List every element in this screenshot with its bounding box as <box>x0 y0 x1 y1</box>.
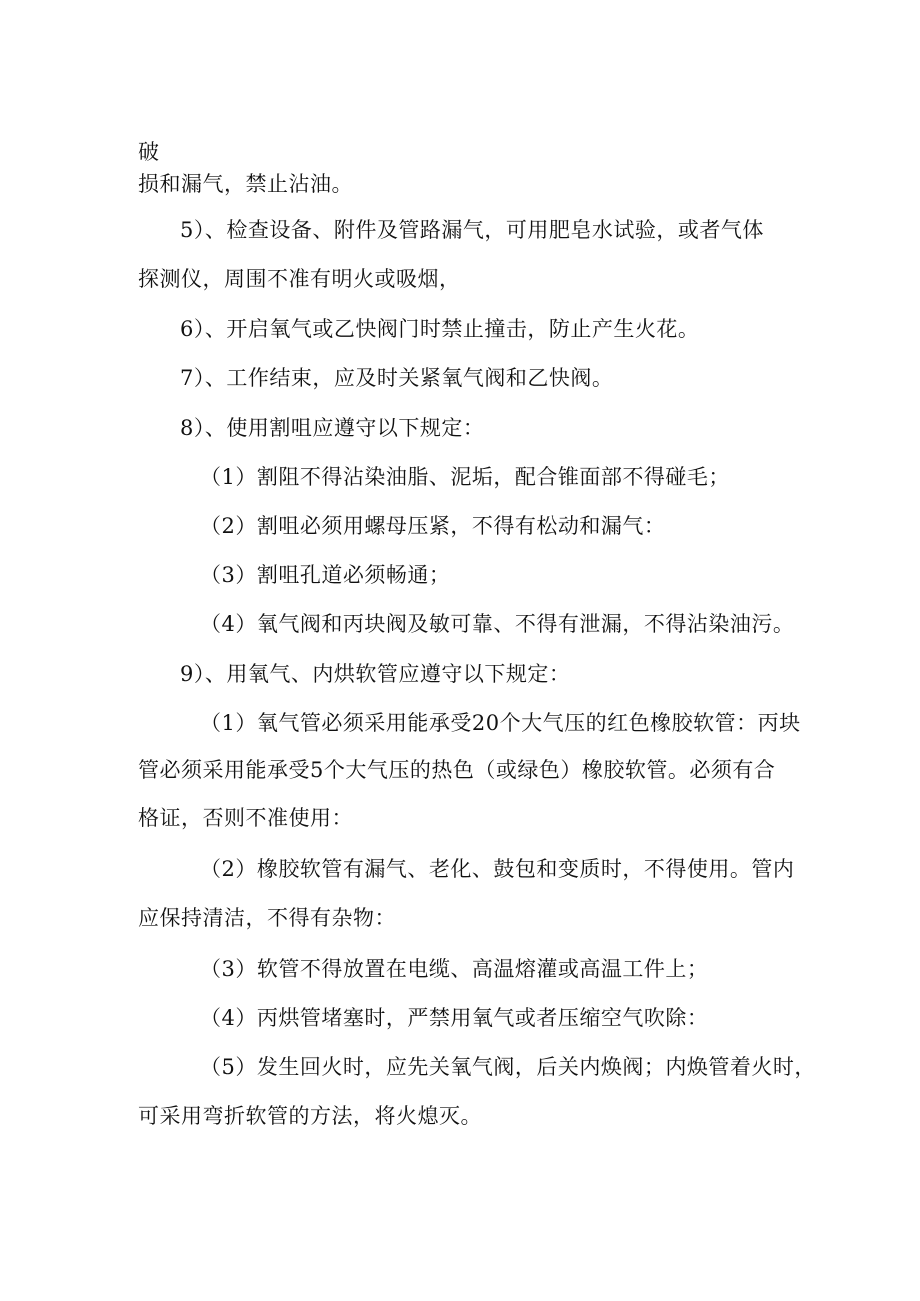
text-line: （1）氧气管必须采用能承受20个大气压的红色橡胶软管：丙块 <box>200 711 801 735</box>
text-line: 6）、开启氧气或乙快阀门时禁止撞击，防止产生火花。 <box>180 317 700 341</box>
text-line: 损和漏气，禁止沾油。 <box>138 172 353 196</box>
text-line: 探测仪，周围不准有明火或吸烟， <box>138 267 461 291</box>
text-line: 管必须采用能承受5个大气压的热色（或绿色）橡胶软管。必须有合 <box>138 758 776 782</box>
text-line: （5）发生回火时，应先关氧气阀，后关内焕阀；内焕管着火时， <box>200 1055 816 1079</box>
text-line: 应保持清洁，不得有杂物： <box>138 906 396 930</box>
text-line: 8）、使用割咀应遵守以下规定： <box>180 416 485 440</box>
text-line: 7）、工作结束，应及时关紧氧气阀和乙快阀。 <box>180 366 614 390</box>
text-line: 5）、检查设备、附件及管路漏气，可用肥皂水试验，或者气体 <box>180 218 764 242</box>
text-line: 破 <box>138 140 160 164</box>
text-line: 可采用弯折软管的方法，将火熄灭。 <box>138 1104 482 1128</box>
text-line: （3）软管不得放置在电缆、高温熔灌或高温工件上； <box>200 957 709 981</box>
text-line: 9）、用氧气、内烘软管应遵守以下规定： <box>180 662 571 686</box>
text-line: （4）丙烘管堵塞时，严禁用氧气或者压缩空气吹除： <box>200 1006 709 1030</box>
text-line: 格证，否则不准使用： <box>138 806 353 830</box>
text-line: （1）割阻不得沾染油脂、泥垢，配合锥面部不得碰毛； <box>200 465 730 489</box>
text-line: （2）橡胶软管有漏气、老化、鼓包和变质时，不得使用。管内 <box>200 857 795 881</box>
text-line: （2）割咀必须用螺母压紧，不得有松动和漏气： <box>200 514 666 538</box>
text-line: （3）割咀孔道必须畅通； <box>200 563 451 587</box>
text-line: （4）氧气阀和丙块阀及敏可靠、不得有泄漏，不得沾染油污。 <box>200 612 795 636</box>
